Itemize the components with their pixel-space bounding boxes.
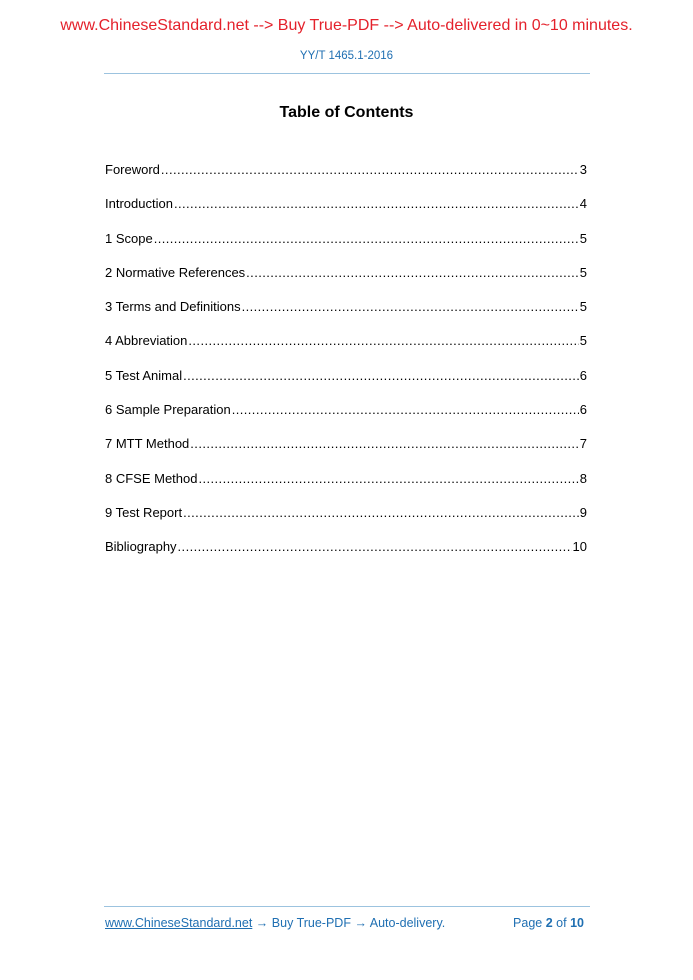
toc-entry-label: Bibliography <box>105 539 177 555</box>
toc-dot-leader <box>161 161 579 179</box>
toc-entry-label: Introduction <box>105 196 173 212</box>
toc-entry-scope[interactable] <box>105 230 587 264</box>
footer-promo <box>105 916 445 930</box>
top-banner[interactable]: www.ChineseStandard.net --> Buy True-PDF --> Auto-delivered in 0~10 minutes. <box>60 17 633 34</box>
toc-entry-page: 4 <box>579 196 587 212</box>
toc-entry-label: 6 Sample Preparation <box>105 402 231 418</box>
toc-entry-page: 5 <box>579 264 587 280</box>
table-of-contents <box>105 161 587 573</box>
toc-entry-page: 5 <box>579 299 587 315</box>
toc-entry-sample-preparation[interactable] <box>105 401 587 435</box>
toc-entry-label: 7 MTT Method <box>105 436 190 452</box>
toc-entry-terms-and-definitions[interactable] <box>105 298 587 332</box>
arrow-right-icon: → <box>354 916 367 930</box>
footer-delivery-text: Auto-delivery. <box>369 916 446 930</box>
toc-entry-label: 9 Test Report <box>105 504 183 520</box>
page-total: 10 <box>570 916 584 930</box>
toc-entry-page: 6 <box>579 402 587 418</box>
toc-entry-page: 7 <box>579 436 587 452</box>
toc-entry-label: 1 Scope <box>105 230 153 246</box>
toc-entry-label: Foreword <box>105 162 160 177</box>
toc-dot-leader <box>242 298 579 316</box>
toc-entry-label: 3 Terms and Definitions <box>105 299 241 315</box>
footer-divider <box>104 906 590 907</box>
toc-entry-label: 2 Normative References <box>105 264 246 280</box>
toc-entry-label: 5 Test Animal <box>105 367 183 383</box>
toc-entry-page: 6 <box>579 367 587 383</box>
toc-dot-leader <box>183 367 579 385</box>
toc-dot-leader <box>246 264 579 282</box>
toc-entry-mtt-method[interactable] <box>105 435 587 469</box>
toc-entry-foreword[interactable] <box>105 161 587 195</box>
toc-entry-cfse-method[interactable] <box>105 470 587 504</box>
toc-dot-leader <box>174 195 579 213</box>
header-divider <box>104 73 590 74</box>
toc-entry-page: 3 <box>579 162 587 177</box>
page-of: of <box>556 916 567 930</box>
toc-entry-page: 5 <box>579 333 587 349</box>
toc-entry-label: 8 CFSE Method <box>105 470 198 486</box>
toc-entry-test-animal[interactable] <box>105 367 587 401</box>
toc-dot-leader <box>178 538 572 556</box>
footer-site-link[interactable]: www.ChineseStandard.net <box>105 916 253 930</box>
toc-entry-page: 8 <box>579 470 587 486</box>
footer-buy-text: Buy True-PDF <box>271 916 351 930</box>
toc-entry-page: 9 <box>579 504 587 520</box>
toc-dot-leader <box>190 435 578 453</box>
toc-dot-leader <box>232 401 579 419</box>
page-current: 2 <box>545 916 553 930</box>
toc-dot-leader <box>188 332 578 350</box>
toc-entry-page: 5 <box>579 230 587 246</box>
page-number <box>513 916 584 930</box>
toc-entry-abbreviation[interactable] <box>105 332 587 366</box>
toc-dot-leader <box>199 470 579 488</box>
toc-entry-test-report[interactable] <box>105 504 587 538</box>
toc-title: Table of Contents <box>279 104 414 121</box>
arrow-right-icon: → <box>255 916 269 930</box>
toc-entry-bibliography[interactable] <box>105 538 587 572</box>
page-word: Page <box>513 916 543 930</box>
toc-entry-normative-references[interactable] <box>105 264 587 298</box>
toc-dot-leader <box>154 230 579 248</box>
toc-dot-leader <box>183 504 579 522</box>
toc-entry-label: 4 Abbreviation <box>105 333 188 349</box>
toc-entry-introduction[interactable] <box>105 195 587 229</box>
document-code: YY/T 1465.1-2016 <box>299 50 394 62</box>
toc-entry-page: 10 <box>572 539 587 555</box>
